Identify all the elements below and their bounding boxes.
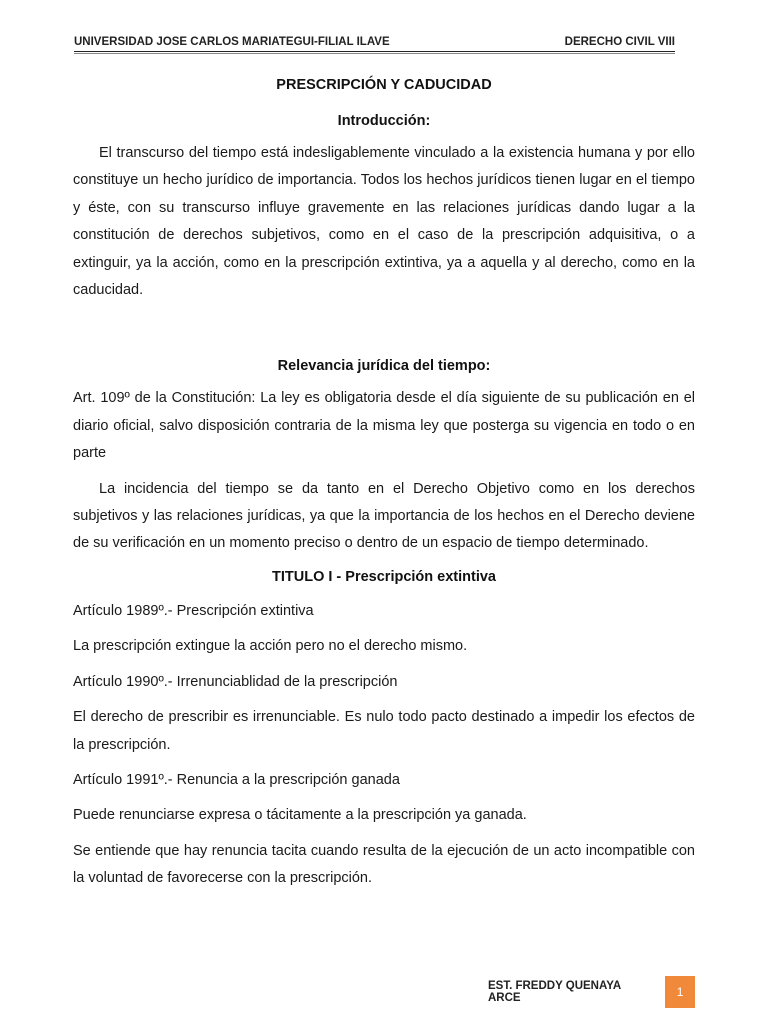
page-number-badge: 1: [665, 976, 695, 1008]
art1990-text: El derecho de prescribir es irrenunciable. Es nulo todo pacto destinado a impedir los efectos de la prescripción.: [73, 709, 695, 753]
header-university: UNIVERSIDAD JOSE CARLOS MARIATEGUI-FILIAL ILAVE: [74, 36, 390, 48]
art1990-title: Artículo 1990º.- Irrenunciablidad de la prescripción: [73, 673, 398, 690]
page-header: [74, 36, 675, 48]
intro-heading: Introducción:: [337, 113, 431, 129]
document-title: PRESCRIPCIÓN Y CADUCIDAD: [276, 77, 492, 93]
art1989-text: La prescripción extingue la acción pero no el derecho mismo.: [73, 638, 468, 655]
header-course: DERECHO CIVIL VIII: [564, 36, 675, 48]
intro-paragraph: El transcurso del tiempo está indesligablemente vinculado a la existencia humana y por ello constituye un hecho jurídico de importancia. Todos los hechos jurídicos tienen lugar en el tiempo y éste, con su transcurso influye gravemente en las relaciones jurídicas dando lugar a la constitución de derechos subjetivos, como en el caso de la prescripción adquisitiva, o a extinguir, ya la acción, como en la prescripción extintiva, ya a aquella y al derecho, como en la caducidad.: [73, 145, 695, 299]
art1991-text1: Puede renunciarse expresa o tácitamente a la prescripción ya ganada.: [73, 807, 527, 824]
header-rule-secondary: [74, 53, 675, 54]
art1989-title: Artículo 1989º.- Prescripción extintiva: [73, 602, 314, 619]
page-footer: [488, 976, 695, 1008]
footer-author: EST. FREDDY QUENAYA ARCE: [488, 980, 621, 1004]
header-rule: [74, 51, 675, 52]
art1991-text2: Se entiende que hay renuncia tacita cuando resulta de la ejecución de un acto incompatible con la voluntad de favorecerse con la prescripción.: [73, 842, 695, 887]
art109-paragraph: Art. 109º de la Constitución: La ley es obligatoria desde el día siguiente de su publicación en el diario oficial, salvo disposición contraria de la misma ley que posterga su vigencia en todo o en parte: [73, 390, 695, 462]
relevancia-heading: Relevancia jurídica del tiempo:: [277, 358, 491, 375]
titulo1-heading: TITULO I - Prescripción extintiva: [272, 568, 496, 585]
incidencia-paragraph: La incidencia del tiempo se da tanto en el Derecho Objetivo como en los derechos subjetivos y las relaciones jurídicas, ya que la importancia de los hechos en el Derecho deviene de su verificación en un momento preciso o dentro de un espacio de tiempo determinado.: [73, 480, 695, 552]
document-body: [73, 70, 695, 893]
art1991-title: Artículo 1991º.- Renuncia a la prescripción ganada: [73, 771, 400, 788]
